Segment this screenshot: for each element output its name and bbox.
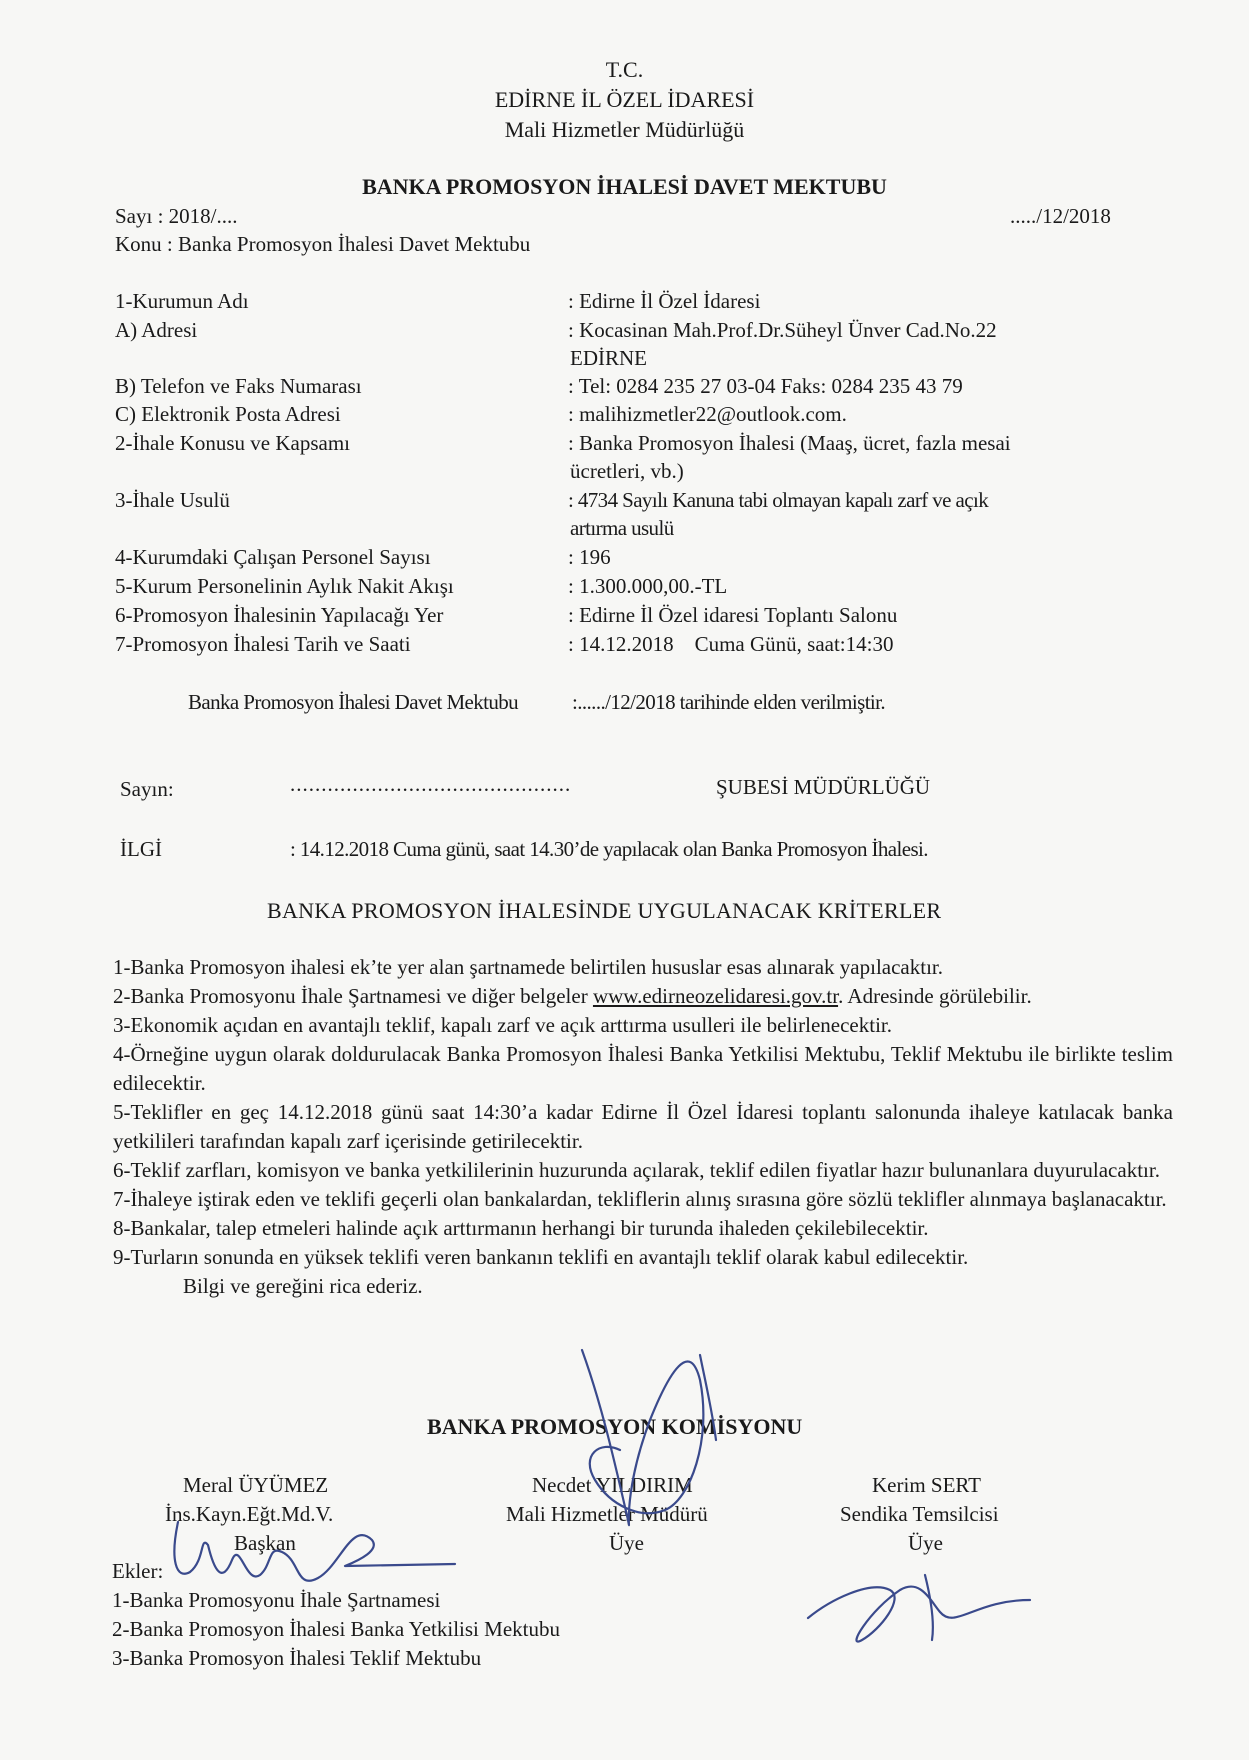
- info-label: 5-Kurum Personelinin Aylık Nakit Akışı: [115, 574, 454, 598]
- criteria-item: 3-Ekonomik açıdan en avantajlı teklif, kapalı zarf ve açık arttırma usulleri ile belirlenecektir.: [113, 1013, 893, 1037]
- member-name: Meral ÜYÜMEZ: [183, 1473, 329, 1497]
- info-value: : Kocasinan Mah.Prof.Dr.Süheyl Ünver Cad.No.22: [568, 318, 997, 342]
- delivery-value: :....../12/2018 tarihinde elden verilmiştir.: [572, 690, 886, 714]
- director-signature: [582, 1350, 703, 1525]
- attachments-label: Ekler:: [112, 1559, 164, 1583]
- ilgi-label: İLGİ: [120, 837, 162, 861]
- criteria-item: 1-Banka Promosyon ihalesi ek’te yer alan şartnamede belirtilen hususlar esas alınarak yapılacaktır.: [113, 955, 944, 979]
- info-value-cont: ücretleri, vb.): [570, 459, 684, 483]
- website-link[interactable]: www.edirneozelidaresi.gov.tr: [592, 984, 839, 1008]
- info-label: 6-Promosyon İhalesinin Yapılacağı Yer: [115, 603, 444, 627]
- attachment-item: 3-Banka Promosyon İhalesi Teklif Mektubu: [112, 1646, 482, 1670]
- criteria-item: 5-Teklifler en geç 14.12.2018 günü saat 14:30’a kadar Edirne İl Özel İdaresi toplantı salonunda ihaleye katılacak banka yetkilileri tarafından kapalı zarf içerisinde getirilecektir.: [113, 1100, 1173, 1153]
- member-name: Necdet YILDIRIM: [532, 1473, 693, 1497]
- info-value: : 1.300.000,00.-TL: [568, 574, 728, 598]
- member-position: Başkan: [234, 1531, 296, 1555]
- criteria-item: 8-Bankalar, talep etmeleri halinde açık arttırmanın herhangi bir turunda ihaleden çekilebilecektir.: [113, 1216, 929, 1240]
- header-department: Mali Hizmetler Müdürlüğü: [504, 117, 745, 142]
- info-value: : Tel: 0284 235 27 03-04 Faks: 0284 235 43 79: [568, 374, 963, 398]
- addressee-dots: .............................................: [290, 772, 572, 796]
- info-value-cont: EDİRNE: [570, 346, 647, 370]
- info-label: B) Telefon ve Faks Numarası: [115, 374, 362, 398]
- document-date: ...../12/2018: [1010, 204, 1111, 228]
- info-label: A) Adresi: [115, 318, 198, 342]
- info-label: 3-İhale Usulü: [115, 488, 230, 512]
- info-label: 4-Kurumdaki Çalışan Personel Sayısı: [115, 545, 431, 569]
- attachment-item: 1-Banka Promosyonu İhale Şartnamesi: [112, 1588, 441, 1612]
- info-label: C) Elektronik Posta Adresi: [115, 402, 341, 426]
- ilgi-value: : 14.12.2018 Cuma günü, saat 14.30’de yapılacak olan Banka Promosyon İhalesi.: [290, 837, 928, 861]
- branch-name: ŞUBESİ MÜDÜRLÜĞÜ: [716, 775, 931, 799]
- sayin-label: Sayın:: [120, 777, 174, 801]
- info-value: : Edirne İl Özel idaresi Toplantı Salonu: [568, 603, 898, 627]
- criteria-item: 6-Teklif zarfları, komisyon ve banka yetkililerinin huzurunda açılarak, teklif edilen fiyatlar hazır bulunanlara duyurulacaktır.: [113, 1158, 1160, 1182]
- info-value-cont: artırma usulü: [570, 516, 674, 540]
- header-tc: T.C.: [605, 57, 644, 82]
- info-value: : 196: [568, 545, 611, 569]
- attachment-item: 2-Banka Promosyon İhalesi Banka Yetkilisi Mektubu: [112, 1617, 560, 1641]
- commission-title: BANKA PROMOSYON KOMİSYONU: [427, 1414, 803, 1439]
- info-value: : Edirne İl Özel İdaresi: [568, 289, 761, 313]
- chair-signature: [174, 1522, 455, 1581]
- document-title: BANKA PROMOSYON İHALESİ DAVET MEKTUBU: [362, 174, 887, 199]
- criteria-item: 7-İhaleye iştirak eden ve teklifi geçerli olan bankalardan, tekliflerin alınış sırasına göre sözlü teklifler alınmaya başlanacaktır.: [113, 1187, 1167, 1211]
- header-institution: EDİRNE İL ÖZEL İDARESİ: [494, 87, 755, 112]
- info-label: 2-İhale Konusu ve Kapsamı: [115, 431, 351, 455]
- criteria-item-text: . Adresinde görülebilir.: [838, 984, 1032, 1008]
- member-role: Sendika Temsilcisi: [840, 1502, 999, 1526]
- sayi-line: Sayı : 2018/....: [115, 204, 238, 228]
- member-role: Mali Hizmetler Müdürü: [506, 1502, 708, 1526]
- member-signature: [808, 1575, 1030, 1642]
- info-value: : malihizmetler22@outlook.com.: [568, 402, 847, 426]
- member-position: Üye: [908, 1531, 943, 1555]
- closing-line: Bilgi ve gereğini rica ederiz.: [183, 1274, 423, 1298]
- delivery-label: Banka Promosyon İhalesi Davet Mektubu: [188, 690, 519, 714]
- info-label: 1-Kurumun Adı: [115, 289, 249, 313]
- info-value: : 4734 Sayılı Kanuna tabi olmayan kapalı zarf ve açık: [568, 488, 989, 512]
- member-role: İns.Kayn.Eğt.Md.V.: [165, 1502, 334, 1526]
- member-position: Üye: [609, 1531, 644, 1555]
- member-name: Kerim SERT: [872, 1473, 981, 1497]
- info-value: : 14.12.2018 Cuma Günü, saat:14:30: [568, 632, 894, 656]
- info-value: : Banka Promosyon İhalesi (Maaş, ücret, fazla mesai: [568, 431, 1011, 455]
- info-label: 7-Promosyon İhalesi Tarih ve Saati: [115, 632, 411, 656]
- criteria-item-text: 2-Banka Promosyonu İhale Şartnamesi ve diğer belgeler: [113, 984, 588, 1008]
- konu-line: Konu : Banka Promosyon İhalesi Davet Mektubu: [115, 232, 531, 256]
- criteria-heading: BANKA PROMOSYON İHALESİNDE UYGULANACAK KRİTERLER: [267, 898, 942, 923]
- criteria-item: 9-Turların sonunda en yüksek teklifi veren bankanın teklifi en avantajlı teklif olarak kabul edilecektir.: [113, 1245, 969, 1269]
- criteria-item: 4-Örneğine uygun olarak doldurulacak Banka Promosyon İhalesi Banka Yetkilisi Mektubu, Teklif Mektubu ile birlikte teslim edilecektir.: [113, 1042, 1173, 1095]
